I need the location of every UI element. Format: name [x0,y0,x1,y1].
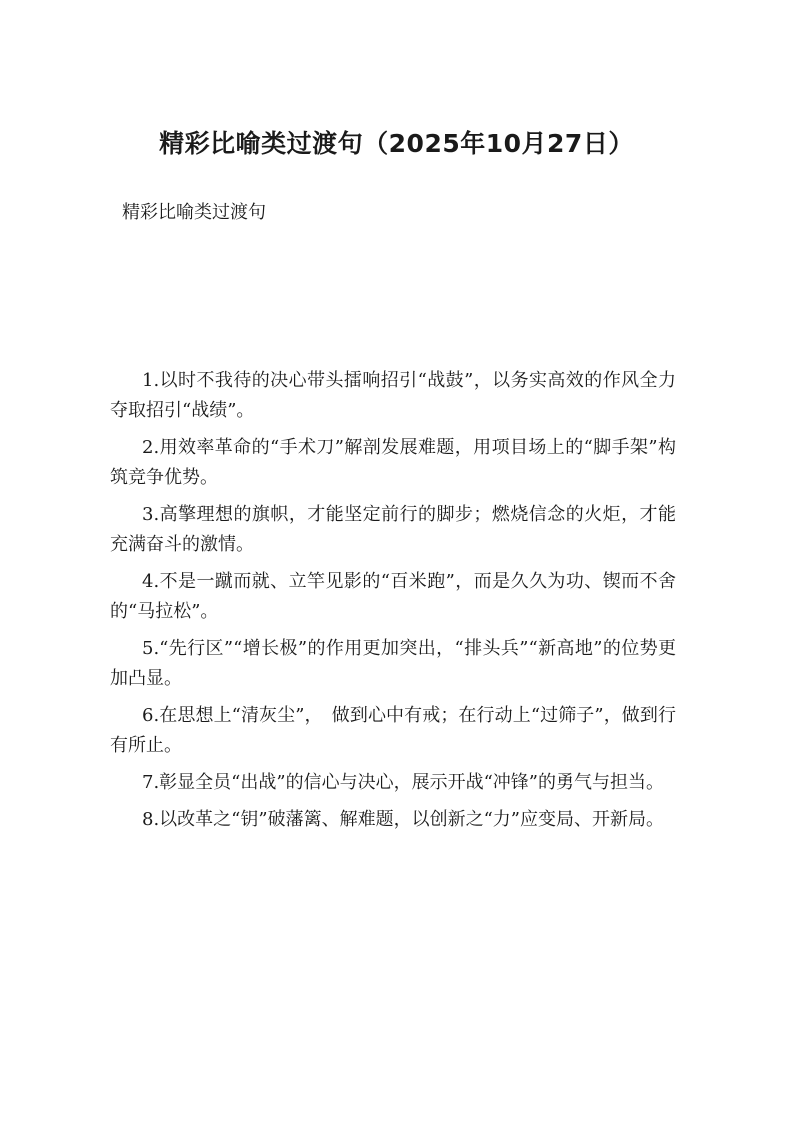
list-item: 2.用效率革命的“手术刀”解剖发展难题，用项目场上的“脚手架”构筑竞争优势。 [110,437,676,488]
list-item: 8.以改革之“钥”破藩篱、解难题，以创新之“力”应变局、开新局。 [142,809,664,830]
list-item: 4.不是一蹴而就、立竿见影的“百米跑”，而是久久为功、锲而不舍的“马拉松”。 [110,571,676,622]
list-item: 3.高擎理想的旗帜，才能坚定前行的脚步；燃烧信念的火炬，才能充满奋斗的激情。 [110,504,676,555]
list-item: 5.“先行区”“增长极”的作用更加突出，“排头兵”“新高地”的位势更加凸显。 [110,638,676,689]
list-item: 7.彰显全员“出战”的信心与决心，展示开战“冲锋”的勇气与担当。 [142,772,664,793]
document-subtitle: 精彩比喻类过渡句 [122,202,266,223]
list-item: 1.以时不我待的决心带头擂响招引“战鼓”，以务实高效的作风全力夺取招引“战绩”。 [110,370,676,421]
transition-sentence-list [110,366,676,842]
document-title: 精彩比喻类过渡句（2025年10月27日） [159,129,634,158]
list-item: 6.在思想上“清灰尘”， 做到心中有戒；在行动上“过筛子”，做到行有所止。 [110,705,676,756]
